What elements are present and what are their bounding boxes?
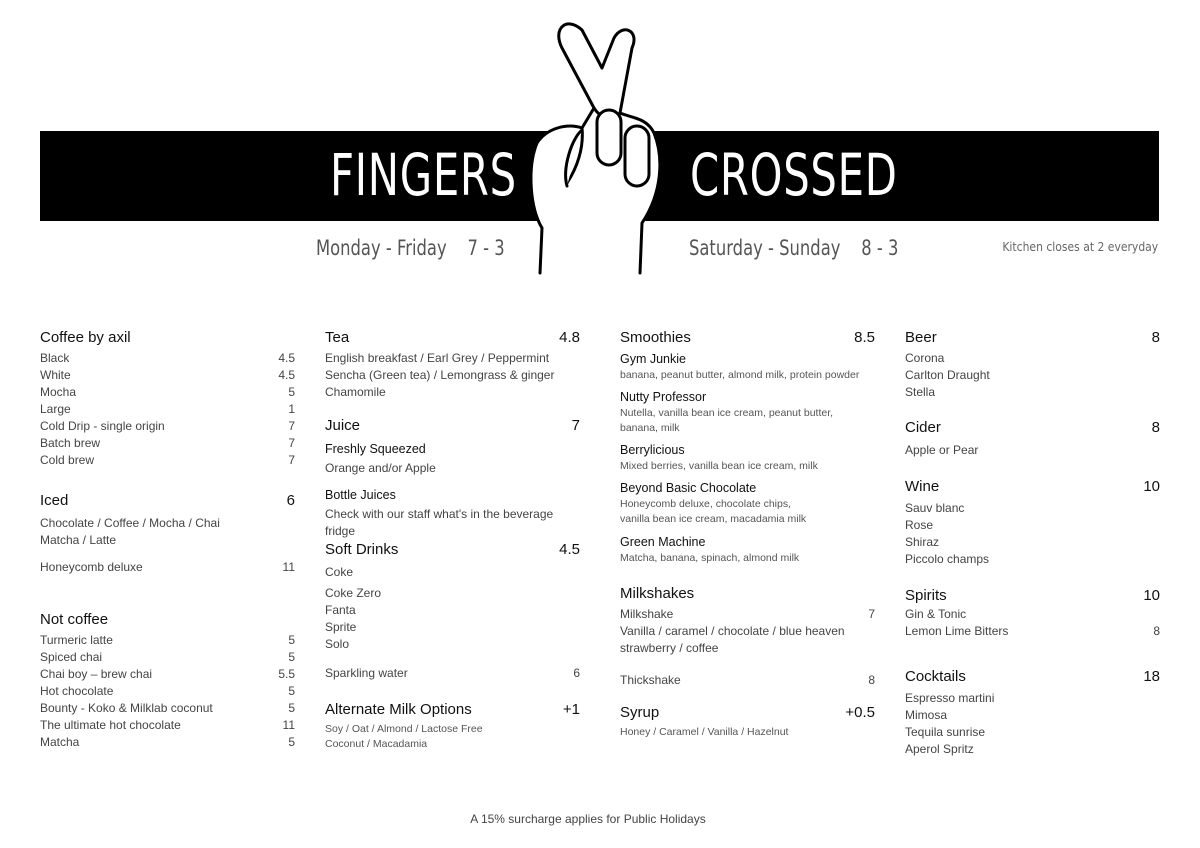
menu-line: Solo (325, 637, 350, 651)
section-beer (905, 328, 1160, 401)
menu-line: Apple or Pear (905, 443, 979, 457)
menu-line: Shiraz (905, 535, 940, 549)
section-title: Beer (905, 329, 937, 346)
section-price: 18 (1143, 668, 1160, 685)
menu-line: strawberry / coffee (620, 641, 719, 655)
section-price: +0.5 (845, 704, 875, 721)
section-title: Cider (905, 419, 941, 436)
menu-line: Piccolo champs (905, 552, 990, 566)
section-price: 8 (1151, 329, 1160, 346)
menu-line: Espresso martini (905, 691, 995, 705)
menu-subheading: Freshly Squeezed (325, 442, 426, 456)
smoothie-desc: banana, peanut butter, almond milk, protein powder (620, 369, 860, 381)
section-price: 4.5 (559, 541, 580, 558)
menu-line: Stella (905, 385, 936, 399)
menu-line: Matcha / Latte (40, 533, 117, 547)
section-price: 10 (1143, 478, 1160, 495)
hours-weekday: Monday - Friday 7 - 3 (316, 236, 505, 260)
section-price: +1 (562, 701, 580, 718)
menu-item: Matcha 5 (40, 735, 295, 749)
section-title: Iced (40, 492, 69, 509)
section-title: Spirits (905, 587, 947, 604)
section-title: Juice (325, 417, 361, 434)
menu-column-3 (620, 328, 875, 740)
menu-line: Carlton Draught (905, 368, 990, 382)
menu-line: Gin & Tonic (905, 607, 967, 621)
menu-item: White 4.5 (40, 368, 295, 382)
menu-item: Mocha 5 (40, 385, 295, 399)
menu-line: Mimosa (905, 708, 948, 722)
menu-line: Fanta (325, 603, 356, 617)
menu-line: Aperol Spritz (905, 742, 974, 756)
menu-column-2 (325, 328, 580, 752)
section-smoothies (620, 328, 875, 566)
menu-item: Milkshake 7 (620, 607, 875, 621)
menu-item: Black 4.5 (40, 351, 295, 365)
menu-item: Bounty - Koko & Milklab coconut 5 (40, 701, 295, 715)
section-title: Coffee by axil (40, 329, 131, 346)
section-wine (905, 477, 1160, 568)
smoothie-name: Berrylicious (620, 443, 685, 457)
menu-item: The ultimate hot chocolate 11 (40, 718, 295, 732)
menu-line: English breakfast / Earl Grey / Peppermint (325, 351, 550, 365)
section-title: Alternate Milk Options (325, 701, 472, 718)
section-alt-milk (325, 700, 580, 752)
smoothie-desc: Matcha, banana, spinach, almond milk (620, 552, 800, 564)
menu-item: Turmeric latte 5 (40, 633, 295, 647)
section-spirits (905, 586, 1160, 640)
brand-word-right: CROSSED (690, 141, 898, 209)
section-juice (325, 416, 580, 538)
smoothie-desc: Honeycomb deluxe, chocolate chips, vanilla bean ice cream, macadamia milk (620, 498, 807, 525)
menu-line: Soy / Oat / Almond / Lactose Free (325, 723, 483, 735)
section-not-coffee (40, 610, 295, 751)
section-price: 10 (1143, 587, 1160, 604)
section-milkshakes (620, 584, 875, 689)
section-cocktails (905, 667, 1160, 758)
menu-line: Sencha (Green tea) / Lemongrass & ginger (325, 368, 555, 382)
menu-item: Large 1 (40, 402, 295, 416)
smoothie-name: Gym Junkie (620, 352, 686, 366)
section-title: Not coffee (40, 611, 109, 628)
menu-line: Vanilla / caramel / chocolate / blue heaven (620, 624, 845, 638)
smoothie-name: Beyond Basic Chocolate (620, 481, 757, 495)
menu-line: Coke Zero (325, 586, 382, 600)
section-tea (325, 328, 580, 401)
section-price: 6 (286, 492, 295, 509)
menu-line: Corona (905, 351, 945, 365)
menu-line: Coconut / Macadamia (325, 738, 428, 750)
menu-item: Lemon Lime Bitters 8 (905, 624, 1160, 638)
menu-subheading: Bottle Juices (325, 488, 396, 502)
section-title: Tea (325, 329, 350, 346)
section-title: Milkshakes (620, 585, 695, 602)
section-price: 8 (1151, 419, 1160, 436)
brand-word-left: FINGERS (330, 141, 517, 209)
menu-line: Sauv blanc (905, 501, 965, 515)
section-cider (905, 418, 1160, 459)
menu-line: Tequila sunrise (905, 725, 986, 739)
menu-item: Hot chocolate 5 (40, 684, 295, 698)
section-price: 4.8 (559, 329, 580, 346)
section-title: Smoothies (620, 329, 691, 346)
section-title: Cocktails (905, 668, 966, 685)
menu-line: Check with our staff what's in the beverage fridge (325, 507, 554, 538)
section-title: Wine (905, 478, 940, 495)
menu-item: Cold brew 7 (40, 453, 295, 467)
hours-weekend: Saturday - Sunday 8 - 3 (689, 236, 899, 260)
kitchen-closing-note: Kitchen closes at 2 everyday (1002, 240, 1158, 254)
section-price: 8.5 (854, 329, 875, 346)
menu-item: Spiced chai 5 (40, 650, 295, 664)
section-title: Syrup (620, 704, 660, 721)
menu-line: Coke (325, 565, 354, 579)
menu-item: Chai boy – brew chai 5.5 (40, 667, 295, 681)
menu-line: Rose (905, 518, 934, 532)
smoothie-name: Nutty Professor (620, 390, 707, 404)
section-soft-drinks (325, 540, 580, 682)
crossed-fingers-logo-icon (522, 18, 672, 276)
section-coffee (40, 328, 295, 469)
menu-item: Cold Drip - single origin 7 (40, 419, 295, 433)
menu-item: Sparkling water 6 (325, 666, 580, 680)
menu-item: Thickshake 8 (620, 673, 875, 687)
menu-item: Honeycomb deluxe 11 (40, 560, 295, 574)
section-price: 7 (571, 417, 580, 434)
menu-line: Chamomile (325, 385, 386, 399)
menu-line: Chocolate / Coffee / Mocha / Chai (40, 516, 220, 530)
menu-item: Batch brew 7 (40, 436, 295, 450)
surcharge-note: A 15% surcharge applies for Public Holidays (470, 812, 706, 826)
menu-line: Orange and/or Apple (325, 461, 436, 475)
section-iced (40, 491, 295, 576)
smoothie-name: Green Machine (620, 535, 706, 549)
section-syrup (620, 703, 875, 740)
menu-column-4 (905, 328, 1160, 758)
menu-column-1 (40, 328, 295, 751)
section-title: Soft Drinks (325, 541, 399, 558)
menu-line: Sprite (325, 620, 357, 634)
menu-line: Honey / Caramel / Vanilla / Hazelnut (620, 726, 789, 738)
smoothie-desc: Nutella, vanilla bean ice cream, peanut butter, banana, milk (620, 407, 834, 434)
smoothie-desc: Mixed berries, vanilla bean ice cream, milk (620, 460, 818, 472)
